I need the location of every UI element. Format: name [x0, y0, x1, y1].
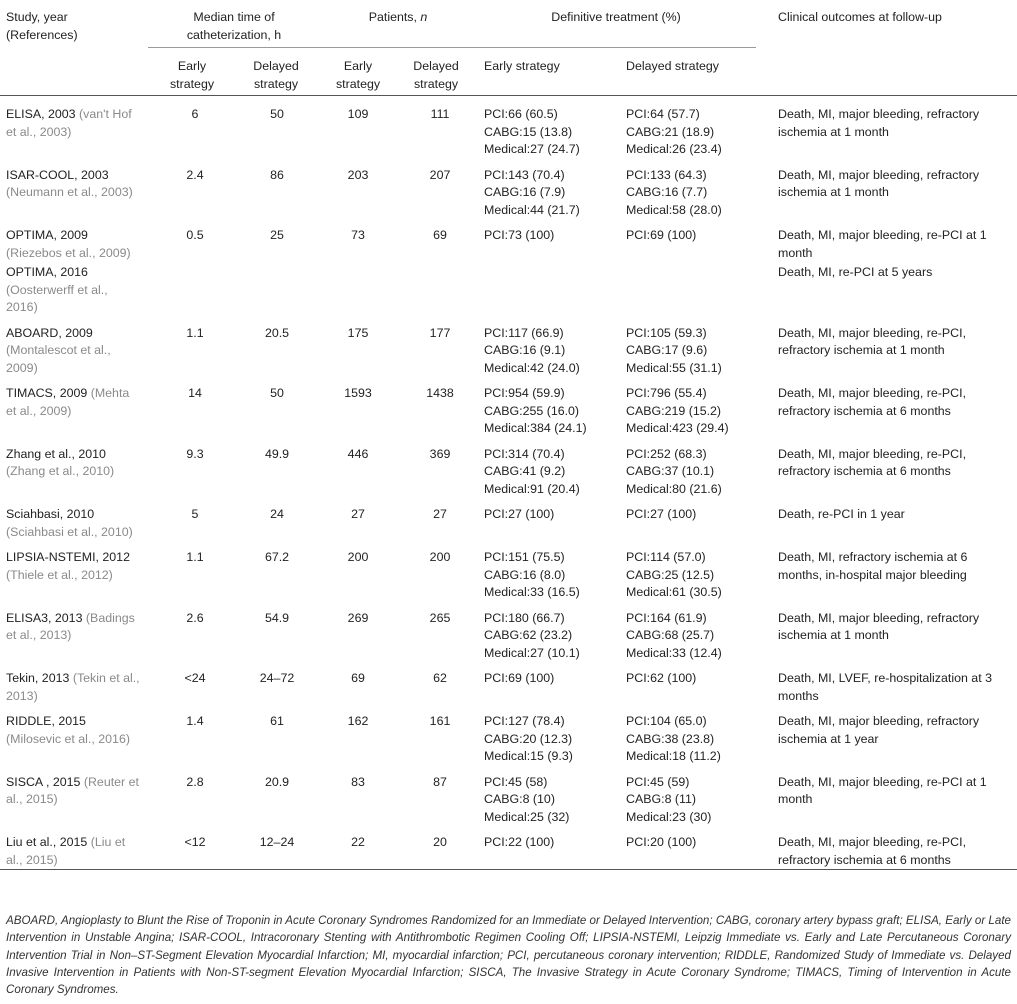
study-cell	[0, 96, 148, 159]
delayed-time-cell: 25	[270, 228, 284, 242]
delayed-n-cell: 161	[429, 714, 451, 728]
outcome-cell: Death, MI, major bleeding, re-PCI at 1 month	[778, 228, 987, 260]
delayed-time-cell: 24–72	[259, 671, 295, 685]
table-body	[0, 96, 1017, 870]
study-name: Zhang et al., 2010	[6, 446, 106, 461]
early-n-cell: 446	[347, 446, 369, 461]
header-patients-label: Patients,	[368, 10, 421, 24]
treatment-line: Medical:23 (30)	[626, 809, 712, 824]
study-reference-link[interactable]: (Reuter et al., 2015)	[6, 774, 139, 806]
delayed-time-cell: 67.2	[264, 550, 290, 564]
treatment-line: PCI:27 (100)	[484, 507, 555, 521]
early-n-cell: 269	[347, 610, 369, 625]
treatment-line: CABG:17 (9.6)	[626, 343, 708, 357]
treatment-line: PCI:20 (100)	[626, 835, 697, 849]
treatment-line: CABG:15 (13.8)	[484, 124, 573, 139]
early-treatment-cell	[476, 662, 626, 705]
table-footnote: ABOARD, Angioplasty to Blunt the Rise of Troponin in Acute Coronary Syndromes Randomized for an Immediate or Delayed Intervention; CABG, coronary artery bypass graft; ELISA, Early or Late Intervention in Unstable Angina; ISAR-COOL, Intracoronary Stenting with Antithrombotic Regimen Cooling Off; LIPSIA-NSTEMI, Leipzig Immediate vs. Early and Late Percutaneous Coronary Intervention Trial in Non–ST-Segment Elevation Myocardial Infarction; MI, myocardial infarction; PCI, percutaneous coronary intervention; RIDDLE, Randomized Study of Immediate vs. Delayed Invasive Intervention in Patients with Non-ST-segment Elevation Myocardial Infarction; SISCA, The Invasive Strategy in Acute Coronary Syndrome; TIMACS, Timing of Intervention in Acute Coronary Syndromes.	[6, 914, 1011, 997]
early-treatment-cell	[476, 498, 626, 541]
treatment-line: CABG:20 (12.3)	[484, 731, 573, 746]
early-treatment-cell	[476, 317, 626, 378]
treatment-line: CABG:8 (11)	[626, 792, 697, 806]
header-time-delayed: Delayed strategy	[253, 59, 299, 91]
treatment-line: CABG:68 (25.7)	[626, 628, 715, 642]
delayed-time-cell: 49.9	[264, 446, 290, 461]
treatment-line: PCI:133 (64.3)	[626, 167, 707, 182]
treatment-line: PCI:151 (75.5)	[484, 550, 565, 564]
treatment-line: Medical:80 (21.6)	[626, 481, 722, 496]
treatment-line: CABG:41 (9.2)	[484, 464, 566, 478]
treatment-line: CABG:16 (7.7)	[626, 185, 708, 199]
header-definitive-treatment: Definitive treatment (%)	[476, 0, 756, 48]
delayed-time-cell: 12–24	[259, 835, 295, 849]
treatment-line: CABG:219 (15.2)	[626, 403, 722, 418]
treatment-line: PCI:796 (55.4)	[626, 386, 707, 400]
treatment-line: Medical:25 (32)	[484, 809, 570, 824]
outcome-cell: Death, MI, major bleeding, refractory ischemia at 1 month	[778, 107, 980, 139]
header-time-early: Early strategy	[169, 59, 215, 91]
early-treatment-cell	[476, 602, 626, 663]
outcome-cell: Death, MI, major bleeding, re-PCI, refractory ischemia at 6 months	[778, 446, 967, 478]
study-reference-link[interactable]: (van't Hof et al., 2003)	[6, 107, 132, 139]
treatment-line: PCI:62 (100)	[626, 671, 697, 685]
table-header	[0, 0, 1017, 96]
study-name: TIMACS, 2009	[6, 386, 88, 400]
treatment-line: PCI:73 (100)	[484, 228, 555, 242]
early-time-cell: 2.8	[186, 774, 204, 789]
outcome-cell: Death, MI, re-PCI at 5 years	[778, 265, 933, 279]
study-name: ELISA, 2003	[6, 107, 76, 121]
treatment-line: Medical:384 (24.1)	[484, 421, 587, 435]
table-row	[0, 377, 1017, 438]
table-row	[0, 498, 1017, 541]
study-reference-link[interactable]: (Tekin et al., 2013)	[6, 671, 140, 703]
delayed-treatment-cell	[626, 96, 756, 159]
delayed-n-cell: 1438	[426, 386, 454, 400]
delayed-time-cell: 24	[270, 507, 284, 521]
delayed-time-cell: 54.9	[264, 610, 290, 625]
early-n-cell: 1593	[344, 386, 372, 400]
study-reference-link[interactable]: (Montalescot et al., 2009)	[6, 343, 111, 375]
early-treatment-cell	[476, 766, 626, 827]
delayed-treatment-cell	[626, 498, 756, 541]
delayed-treatment-cell	[626, 766, 756, 827]
study-name: Liu et al., 2015	[6, 835, 88, 849]
early-time-cell: <24	[184, 671, 206, 685]
treatment-line: PCI:114 (57.0)	[626, 550, 706, 564]
treatment-line: CABG:37 (10.1)	[626, 464, 715, 478]
study-name: RIDDLE, 2015	[6, 714, 86, 728]
early-time-cell: 14	[188, 386, 202, 400]
study-cell	[0, 602, 148, 663]
early-time-cell: 2.6	[186, 610, 204, 625]
early-treatment-cell	[476, 96, 626, 159]
header-patients-early: Early strategy	[335, 59, 381, 91]
study-reference-link[interactable]: (Mehta et al., 2009)	[6, 386, 130, 418]
early-n-cell	[320, 262, 392, 317]
early-treatment-cell	[476, 262, 626, 317]
early-n-cell: 83	[351, 774, 365, 789]
treatment-line: PCI:66 (60.5)	[484, 107, 558, 121]
early-time-cell: 1.4	[186, 714, 204, 728]
treatment-line: PCI:69 (100)	[484, 671, 555, 685]
study-cell	[0, 262, 148, 317]
study-reference-link[interactable]: (Milosevic et al., 2016)	[6, 731, 130, 746]
treatment-line: PCI:69 (100)	[626, 228, 697, 242]
delayed-time-cell: 50	[270, 107, 284, 121]
study-cell	[0, 438, 148, 499]
treatment-line: Medical:91 (20.4)	[484, 481, 580, 496]
treatment-line: Medical:58 (28.0)	[626, 202, 722, 217]
delayed-treatment-cell	[626, 159, 756, 220]
study-name: ELISA3, 2013	[6, 610, 83, 625]
table-row	[0, 317, 1017, 378]
delayed-time-cell: 61	[270, 714, 284, 728]
header-study: Study, year (References)	[6, 10, 78, 42]
treatment-line: Medical:27 (24.7)	[484, 142, 580, 156]
study-reference-link[interactable]: (Riezebos et al., 2009)	[6, 245, 131, 260]
treatment-line: CABG:255 (16.0)	[484, 403, 580, 418]
treatment-line: Medical:423 (29.4)	[626, 421, 729, 435]
study-cell	[0, 498, 148, 541]
table-row	[0, 96, 1017, 159]
delayed-treatment-cell	[626, 219, 756, 262]
delayed-treatment-cell	[626, 662, 756, 705]
treatment-line: PCI:164 (61.9)	[626, 610, 707, 625]
treatment-line: CABG:16 (7.9)	[484, 185, 566, 199]
early-n-cell: 162	[347, 714, 369, 728]
early-time-cell: 9.3	[186, 446, 204, 461]
table-row	[0, 766, 1017, 827]
table-row	[0, 541, 1017, 602]
early-treatment-cell	[476, 219, 626, 262]
early-n-cell: 175	[347, 325, 369, 340]
early-n-cell: 200	[347, 550, 369, 564]
study-reference-link[interactable]: (Sciahbasi et al., 2010)	[6, 524, 133, 539]
header-tx-early: Early strategy	[484, 59, 560, 73]
treatment-line: PCI:64 (57.7)	[626, 107, 700, 121]
early-treatment-cell	[476, 159, 626, 220]
outcome-cell: Death, MI, major bleeding, re-PCI, refractory ischemia at 6 months	[778, 386, 967, 418]
early-treatment-cell	[476, 541, 626, 602]
delayed-n-cell: 27	[433, 507, 447, 521]
table-row	[0, 438, 1017, 499]
treatment-line: Medical:27 (10.1)	[484, 645, 580, 660]
table-row	[0, 602, 1017, 663]
study-cell	[0, 662, 148, 705]
study-cell	[0, 766, 148, 827]
early-n-cell: 27	[351, 507, 365, 521]
delayed-treatment-cell	[626, 602, 756, 663]
treatment-line: CABG:21 (18.9)	[626, 124, 715, 139]
table-row	[0, 219, 1017, 262]
study-cell	[0, 826, 148, 869]
table-row	[0, 705, 1017, 766]
table-row	[0, 826, 1017, 869]
early-treatment-cell	[476, 826, 626, 869]
treatment-line: CABG:62 (23.2)	[484, 628, 573, 642]
study-reference-link[interactable]: (Oosterwerff et al., 2016)	[6, 282, 108, 314]
early-time-cell: 2.4	[186, 167, 204, 182]
study-name: LIPSIA-NSTEMI, 2012	[6, 550, 130, 564]
study-cell	[0, 377, 148, 438]
treatment-line: PCI:45 (59)	[626, 774, 690, 789]
delayed-time-cell: 86	[270, 167, 284, 182]
treatment-line: CABG:16 (9.1)	[484, 343, 566, 357]
header-patients-n: n	[420, 10, 428, 24]
delayed-n-cell: 369	[429, 446, 451, 461]
study-reference-link[interactable]: (Zhang et al., 2010)	[6, 464, 115, 478]
outcome-cell: Death, MI, LVEF, re-hospitalization at 3 months	[778, 671, 992, 703]
early-time-cell: 1.1	[186, 325, 204, 340]
treatment-line: PCI:180 (66.7)	[484, 610, 565, 625]
study-cell	[0, 317, 148, 378]
early-treatment-cell	[476, 438, 626, 499]
treatment-line: PCI:252 (68.3)	[626, 446, 707, 461]
early-time-cell	[148, 262, 228, 317]
delayed-n-cell	[392, 262, 476, 317]
delayed-n-cell: 69	[433, 228, 447, 242]
treatment-line: Medical:44 (21.7)	[484, 202, 580, 217]
treatment-line: CABG:38 (23.8)	[626, 731, 715, 746]
delayed-treatment-cell	[626, 377, 756, 438]
header-patients-delayed: Delayed strategy	[413, 59, 459, 91]
study-cell	[0, 219, 148, 262]
treatment-line: PCI:104 (65.0)	[626, 714, 707, 728]
study-reference-link[interactable]: (Thiele et al., 2012)	[6, 567, 113, 582]
delayed-n-cell: 265	[429, 610, 451, 625]
study-name: Tekin, 2013	[6, 671, 70, 685]
study-cell	[0, 705, 148, 766]
outcome-cell: Death, MI, major bleeding, re-PCI, refractory ischemia at 1 month	[778, 325, 967, 357]
outcome-cell: Death, re-PCI in 1 year	[778, 507, 905, 521]
study-name: SISCA , 2015	[6, 774, 81, 789]
study-cell	[0, 159, 148, 220]
delayed-treatment-cell	[626, 541, 756, 602]
treatment-line: CABG:25 (12.5)	[626, 567, 715, 582]
study-name: Sciahbasi, 2010	[6, 507, 95, 521]
treatment-line: PCI:127 (78.4)	[484, 714, 565, 728]
table-bottom-rule	[0, 869, 1017, 870]
treatment-line: Medical:42 (24.0)	[484, 360, 580, 375]
delayed-treatment-cell	[626, 826, 756, 869]
treatment-line: Medical:33 (16.5)	[484, 585, 580, 599]
study-cell	[0, 541, 148, 602]
treatment-line: CABG:8 (10)	[484, 792, 555, 806]
delayed-n-cell: 87	[433, 774, 447, 789]
early-time-cell: 0.5	[186, 228, 204, 242]
study-reference-link[interactable]: (Neumann et al., 2003)	[6, 185, 133, 199]
study-name: ISAR-COOL, 2003	[6, 167, 109, 182]
early-time-cell: 1.1	[186, 550, 204, 564]
treatment-line: Medical:26 (23.4)	[626, 142, 722, 156]
treatment-line: CABG:16 (8.0)	[484, 567, 566, 582]
header-clinical-outcomes: Clinical outcomes at follow-up	[778, 10, 942, 24]
treatment-line: PCI:954 (59.9)	[484, 386, 565, 400]
early-time-cell: 6	[191, 107, 199, 121]
table-row	[0, 262, 1017, 317]
header-tx-delayed: Delayed strategy	[626, 59, 719, 73]
early-time-cell: <12	[184, 835, 206, 849]
study-name: OPTIMA, 2016	[6, 265, 88, 279]
delayed-treatment-cell	[626, 705, 756, 766]
early-treatment-cell	[476, 377, 626, 438]
delayed-time-cell	[228, 262, 320, 317]
delayed-treatment-cell	[626, 438, 756, 499]
delayed-time-cell: 20.9	[264, 774, 290, 789]
treatment-line: PCI:27 (100)	[626, 507, 697, 521]
outcome-cell: Death, MI, major bleeding, re-PCI at 1 month	[778, 774, 987, 806]
delayed-n-cell: 177	[429, 325, 451, 340]
treatment-line: Medical:61 (30.5)	[626, 585, 722, 599]
early-n-cell: 73	[351, 228, 365, 242]
treatment-line: PCI:22 (100)	[484, 835, 555, 849]
study-reference-link[interactable]: (Liu et al., 2015)	[6, 835, 126, 867]
outcome-cell: Death, MI, major bleeding, refractory ischemia at 1 month	[778, 610, 980, 642]
study-name: OPTIMA, 2009	[6, 228, 88, 242]
outcome-cell: Death, MI, major bleeding, re-PCI, refractory ischemia at 6 months	[778, 835, 967, 867]
early-n-cell: 69	[351, 671, 365, 685]
delayed-n-cell: 62	[433, 671, 447, 685]
outcome-cell: Death, MI, major bleeding, refractory ischemia at 1 month	[778, 167, 980, 199]
early-n-cell: 203	[347, 167, 369, 182]
header-median-time: Median time of catheterization, h	[148, 0, 320, 48]
treatment-line: Medical:18 (11.2)	[626, 749, 721, 763]
early-n-cell: 22	[351, 835, 365, 849]
table-row	[0, 662, 1017, 705]
treatment-line: PCI:45 (58)	[484, 774, 548, 789]
study-reference-link[interactable]: (Badings et al., 2013)	[6, 610, 135, 642]
delayed-n-cell: 111	[430, 107, 450, 121]
delayed-n-cell: 207	[429, 167, 451, 182]
treatment-line: Medical:15 (9.3)	[484, 749, 573, 763]
delayed-treatment-cell	[626, 262, 756, 317]
outcome-cell: Death, MI, major bleeding, refractory ischemia at 1 year	[778, 714, 980, 746]
delayed-time-cell: 20.5	[264, 325, 290, 340]
table-row	[0, 159, 1017, 220]
delayed-n-cell: 20	[433, 835, 447, 849]
treatment-line: PCI:105 (59.3)	[626, 325, 707, 340]
treatment-line: Medical:55 (31.1)	[626, 360, 722, 375]
study-name: ABOARD, 2009	[6, 325, 93, 340]
header-patients	[320, 0, 476, 48]
early-n-cell: 109	[347, 107, 369, 121]
treatment-line: PCI:117 (66.9)	[484, 325, 564, 340]
treatment-line: PCI:143 (70.4)	[484, 167, 565, 182]
delayed-treatment-cell	[626, 317, 756, 378]
treatment-line: PCI:314 (70.4)	[484, 446, 565, 461]
delayed-time-cell: 50	[270, 386, 284, 400]
early-time-cell: 5	[191, 507, 199, 521]
treatment-line: Medical:33 (12.4)	[626, 645, 722, 660]
delayed-n-cell: 200	[429, 550, 451, 564]
outcome-cell: Death, MI, refractory ischemia at 6 months, in-hospital major bleeding	[778, 550, 968, 582]
early-treatment-cell	[476, 705, 626, 766]
